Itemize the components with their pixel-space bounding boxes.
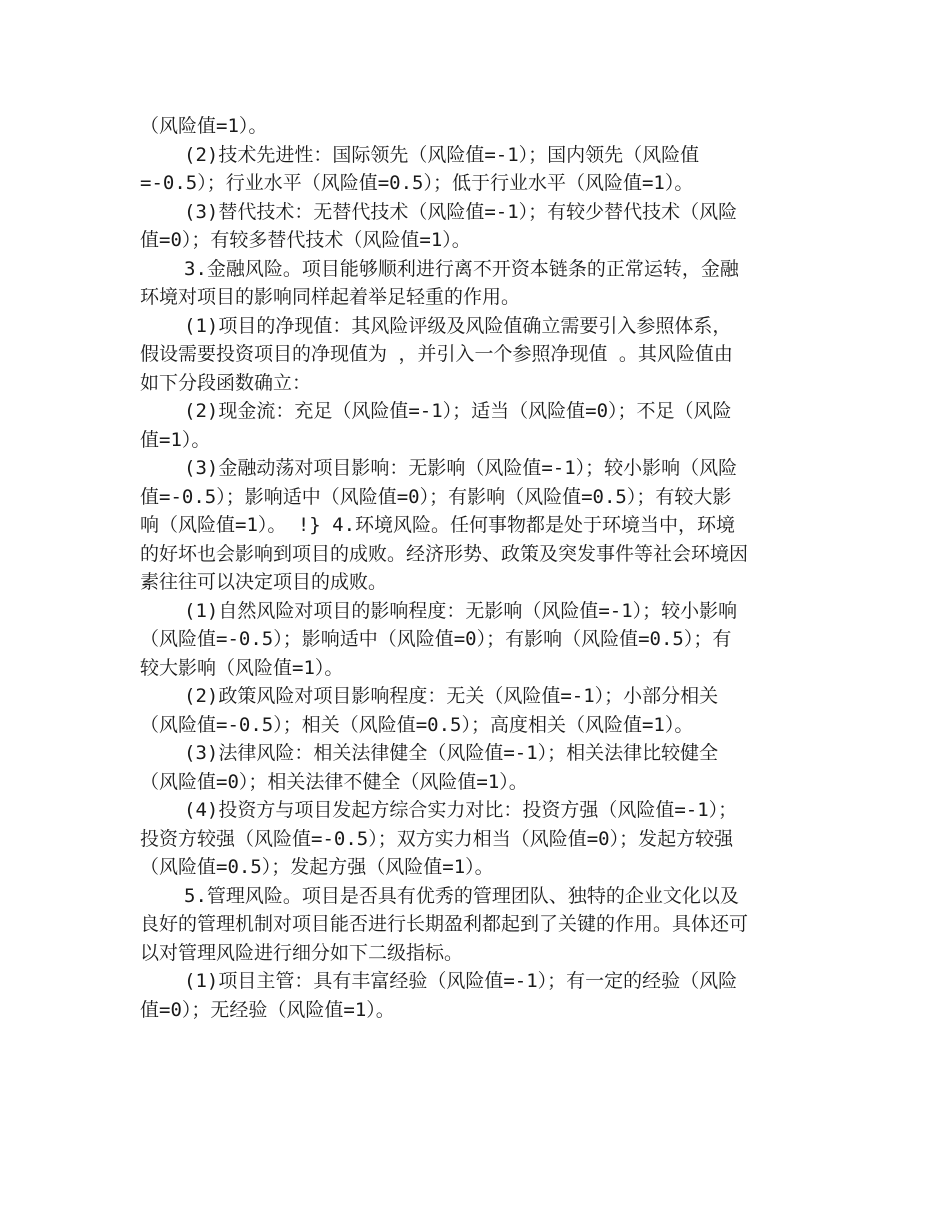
paragraph: (3)法律风险：相关法律健全（风险值=-1）；相关法律比较健全（风险值=0）；相关法律不健全（风险值=1）。: [140, 742, 719, 793]
paragraph: (1)自然风险对项目的影响程度：无影响（风险值=-1）；较小影响（风险值=-0.5）；影响适中（风险值=0）；有影响（风险值=0.5）；有较大影响（风险值=1）。: [140, 599, 738, 679]
paragraph: (1)项目主管：具有丰富经验（风险值=-1）；有一定的经验（风险值=0）；无经验（风险值=1）。: [140, 970, 738, 1021]
paragraph: (1)项目的净现值：其风险评级及风险值确立需要引入参照体系，假设需要投资项目的净现值为 ，并引入一个参照净现值 。其风险值由如下分段函数确立：: [140, 314, 733, 394]
paragraph: (4)投资方与项目发起方综合实力对比：投资方强（风险值=-1）；投资方较强（风险值=-0.5）；双方实力相当（风险值=0）；发起方较强（风险值=0.5）；发起方强（风险值=1）。: [140, 799, 738, 878]
paragraph: (3)替代技术：无替代技术（风险值=-1）；有较少替代技术（风险值=0）；有较多替代技术（风险值=1）。: [140, 200, 738, 251]
paragraph: (2)现金流：充足（风险值=-1）；适当（风险值=0）；不足（风险值=1）。: [140, 400, 732, 451]
paragraph: (2)政策风险对项目影响程度：无关（风险值=-1）；小部分相关（风险值=-0.5）；相关（风险值=0.5）；高度相关（风险值=1）。: [140, 685, 719, 736]
paragraph: 3.金融风险。项目能够顺利进行离不开资本链条的正常运转，金融环境对项目的影响同样起着举足轻重的作用。: [140, 257, 739, 308]
paragraph: 5.管理风险。项目是否具有优秀的管理团队、独特的企业文化以及良好的管理机制对项目能否进行长期盈利都起到了关键的作用。具体还可以对管理风险进行细分如下二级指标。: [140, 884, 749, 964]
paragraph: (3)金融动荡对项目影响：无影响（风险值=-1）；较小影响（风险值=-0.5）；影响适中（风险值=0）；有影响（风险值=0.5）；有较大影响（风险值=1）。 !} 4.环境风险。任何事物都是处于环境当中，环境的好坏也会影响到项目的成败。经济形势、政策及突发事件等社会环境因素往往可以决定项目的成败。: [140, 457, 749, 593]
paragraph: (2)技术先进性：国际领先（风险值=-1）；国内领先（风险值=-0.5）；行业水平（风险值=0.5）；低于行业水平（风险值=1）。: [140, 143, 700, 194]
document-page: [140, 112, 750, 1024]
paragraph: （风险值=1）。: [140, 115, 268, 137]
